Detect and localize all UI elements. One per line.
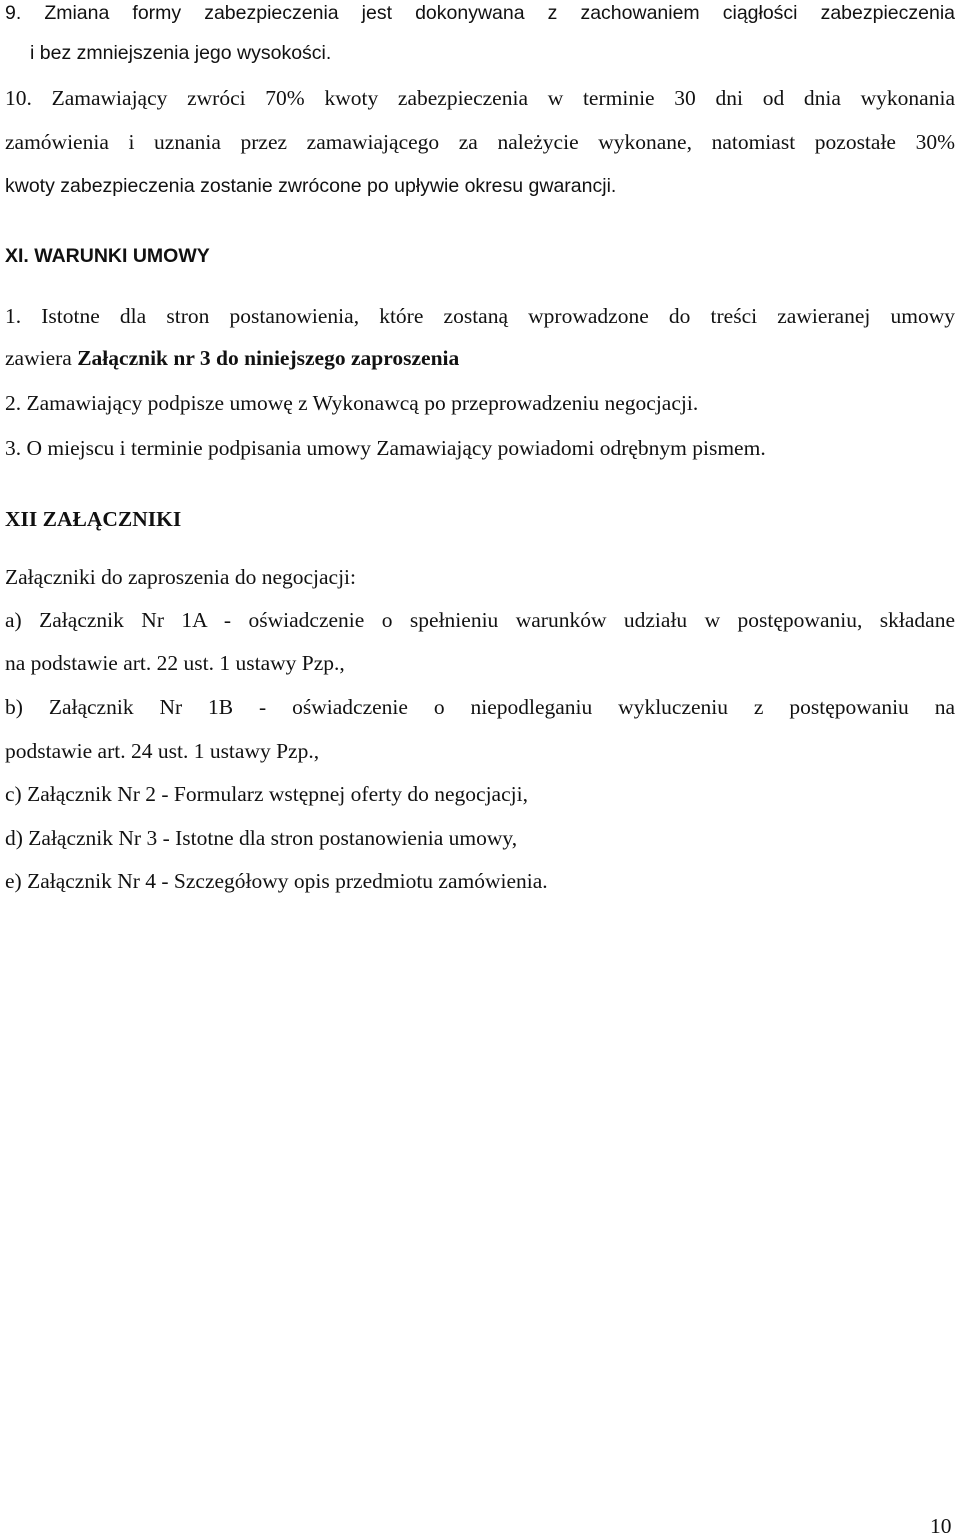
- page-number: 10: [930, 1514, 952, 1538]
- item-9-line-1: 9. Zmiana formy zabezpieczenia jest dokonywana z zachowaniem ciągłości zabezpieczenia: [5, 2, 955, 24]
- attachments-intro: Załączniki do zaproszenia do negocjacji:: [5, 565, 357, 589]
- section-xi-heading: XI. WARUNKI UMOWY: [5, 245, 210, 267]
- xi-item-2: 2. Zamawiający podpisze umowę z Wykonawcą po przeprowadzeniu negocjacji.: [5, 391, 699, 415]
- item-10-line-3: kwoty zabezpieczenia zostanie zwrócone po upływie okresu gwarancji.: [5, 175, 617, 197]
- item-10-line-1: 10. Zamawiający zwróci 70% kwoty zabezpieczenia w terminie 30 dni od dnia wykonania: [5, 86, 955, 110]
- attachment-b-line-2: podstawie art. 24 ust. 1 ustawy Pzp.,: [5, 739, 320, 763]
- xi-item-1-line-1: 1. Istotne dla stron postanowienia, które zostaną wprowadzone do treści zawieranej umowy: [5, 304, 955, 328]
- item-9-line-2: i bez zmniejszenia jego wysokości.: [30, 42, 332, 64]
- section-xii-heading: XII ZAŁĄCZNIKI: [5, 507, 182, 531]
- xi-item-3: 3. O miejscu i terminie podpisania umowy Zamawiający powiadomi odrębnym pismem.: [5, 436, 766, 460]
- attachment-a-line-2: na podstawie art. 22 ust. 1 ustawy Pzp.,: [5, 651, 345, 675]
- attachment-3-reference: Załącznik nr 3 do niniejszego zaproszenia: [77, 346, 460, 370]
- attachment-c: c) Załącznik Nr 2 - Formularz wstępnej oferty do negocjacji,: [5, 782, 528, 806]
- attachment-b-line-1: b) Załącznik Nr 1B - oświadczenie o niepodleganiu wykluczeniu z postępowaniu na: [5, 695, 955, 719]
- item-10-line-2: zamówienia i uznania przez zamawiającego za należycie wykonane, natomiast pozostałe 30%: [5, 130, 955, 154]
- xi-item-1-line-2-prefix: zawiera: [5, 346, 78, 370]
- attachment-e: e) Załącznik Nr 4 - Szczegółowy opis przedmiotu zamówienia.: [5, 869, 548, 893]
- attachment-d: d) Załącznik Nr 3 - Istotne dla stron postanowienia umowy,: [5, 826, 518, 850]
- attachment-a-line-1: a) Załącznik Nr 1A - oświadczenie o spełnieniu warunków udziału w postępowaniu, składane: [5, 608, 955, 632]
- xi-item-1-line-2: [5, 345, 459, 371]
